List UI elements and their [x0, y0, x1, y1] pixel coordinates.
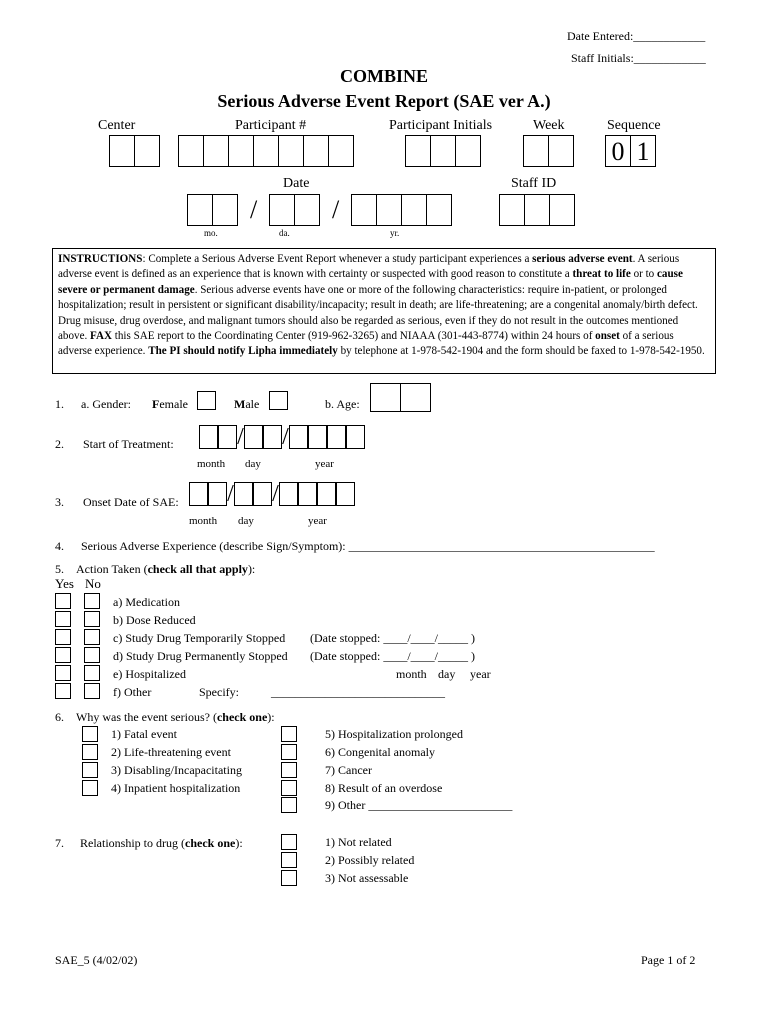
specify-field[interactable]: _____________________________ [271, 685, 445, 699]
date-slash: / [332, 195, 340, 224]
digit-box[interactable] [336, 482, 355, 506]
q6-label [76, 710, 275, 725]
serious-reason-label: 3) Disabling/Incapacitating [111, 763, 242, 777]
q2-year-caption: year [315, 458, 334, 470]
digit-box[interactable] [303, 135, 329, 167]
onset-date-boxes[interactable] [189, 482, 355, 506]
digit-box[interactable] [253, 135, 279, 167]
date-slash: / [282, 424, 289, 450]
yes-checkbox[interactable] [55, 647, 71, 663]
participant-number-boxes[interactable] [178, 135, 354, 167]
q6-number: 6. [55, 710, 64, 724]
digit-box[interactable] [351, 194, 377, 226]
q3-label: Onset Date of SAE: [83, 495, 179, 509]
form-subtitle: Serious Adverse Event Report (SAE ver A.) [217, 91, 551, 111]
da-caption: da. [279, 228, 290, 238]
serious-reason-checkbox[interactable] [281, 797, 297, 813]
relationship-label: 1) Not related [325, 835, 392, 849]
serious-reason-label: 7) Cancer [325, 763, 372, 777]
digit-box[interactable] [308, 425, 327, 449]
yes-checkbox[interactable] [55, 629, 71, 645]
participant-initials-label: Participant Initials [389, 118, 493, 133]
no-checkbox[interactable] [84, 593, 100, 609]
q5-label-emphasis: check all that apply [147, 562, 248, 576]
serious-reason-checkbox[interactable] [281, 726, 297, 742]
instructions-text: this SAE report to the Coordinating Center (919-962-3265) and NIAAA (301-443-8774) within 24 hours of [112, 330, 596, 343]
male-checkbox[interactable] [269, 391, 288, 410]
serious-reason-checkbox[interactable] [82, 762, 98, 778]
serious-reason-checkbox[interactable] [82, 780, 98, 796]
digit-box[interactable] [208, 482, 227, 506]
instructions-emphasis: cause severe or permanent damage [58, 268, 683, 296]
q5-year-caption: year [470, 667, 491, 681]
q5-label [76, 562, 255, 577]
action-item-label: c) Study Drug Temporarily Stopped [113, 631, 286, 645]
serious-reason-checkbox[interactable] [281, 744, 297, 760]
serious-reason-label: 6) Congenital anomaly [325, 745, 435, 759]
yes-checkbox[interactable] [55, 665, 71, 681]
digit-box[interactable] [189, 482, 208, 506]
digit-box[interactable] [109, 135, 135, 167]
action-item-label: f) Other [113, 685, 152, 699]
q7-label [80, 836, 243, 851]
q5-label-text: ): [247, 562, 256, 576]
serious-reason-checkbox[interactable] [82, 726, 98, 742]
page-number: Page 1 of 2 [641, 953, 696, 967]
digit-box[interactable] [234, 482, 253, 506]
form-title: COMBINE [339, 66, 428, 86]
q5-number: 5. [55, 562, 64, 576]
q7-label-text: Relationship to drug ( [80, 836, 185, 850]
center-label: Center [98, 118, 136, 133]
letter-box[interactable] [430, 135, 456, 167]
digit-box[interactable] [228, 135, 254, 167]
no-checkbox[interactable] [84, 647, 100, 663]
perm-stopped-date[interactable]: (Date stopped: ____/____/_____ ) [310, 649, 475, 663]
letter-box[interactable] [455, 135, 481, 167]
instructions-heading: INSTRUCTIONS [58, 253, 143, 265]
sequence-digit: 0 [605, 135, 631, 167]
date-label: Date [283, 176, 310, 191]
digit-box[interactable] [178, 135, 204, 167]
digit-box[interactable] [426, 194, 452, 226]
date-entered-field[interactable]: Date Entered:____________ [567, 29, 706, 43]
yes-checkbox[interactable] [55, 611, 71, 627]
center-boxes[interactable] [109, 135, 160, 167]
date-slash: / [250, 195, 258, 224]
instructions-emphasis: The PI should notify Lipha immediately [148, 345, 338, 358]
serious-reason-label: 9) Other ________________________ [325, 798, 513, 812]
relationship-checkbox[interactable] [281, 852, 297, 868]
digit-box[interactable] [523, 135, 549, 167]
age-label: b. Age: [325, 397, 360, 411]
digit-box[interactable] [279, 482, 298, 506]
relationship-label: 3) Not assessable [325, 871, 409, 885]
digit-box[interactable] [376, 194, 402, 226]
serious-reason-label: 1) Fatal event [111, 727, 177, 741]
yr-caption: yr. [390, 228, 400, 238]
week-boxes[interactable] [523, 135, 574, 167]
digit-box[interactable] [328, 135, 354, 167]
instructions-text: . A serious adverse event is defined as an experience that is known with certainty or suspected with good reason to constitute a [58, 253, 680, 281]
instructions-text: . Serious adverse events have one or more of the following characteristics: require in-patient, or prolonged hospitalization; result in persistent or significant disability/incapacity; result in death; are life-threatening; are a congenital anomaly/birth defect. Drug misuse, drug overdose, and malignant tumors should also be regarded as serious, even if they do not result in the outcomes mentioned above. [58, 283, 698, 343]
participant-initials-boxes[interactable] [405, 135, 481, 167]
female-label [152, 397, 188, 412]
relationship-checkbox[interactable] [281, 834, 297, 850]
no-checkbox[interactable] [84, 683, 100, 699]
action-item-label: a) Medication [113, 595, 180, 609]
action-item-label: b) Dose Reduced [113, 613, 196, 627]
date-month-boxes[interactable] [187, 194, 238, 226]
no-checkbox[interactable] [84, 665, 100, 681]
serious-reason-checkbox[interactable] [281, 762, 297, 778]
instructions-emphasis: FAX [90, 330, 113, 343]
digit-box[interactable] [269, 194, 295, 226]
q5-day-caption: day [438, 667, 456, 681]
q3-year-caption: year [308, 515, 327, 527]
instructions-text: : Complete a Serious Adverse Event Report whenever a study participant experiences a [142, 253, 533, 265]
q3-month-caption: month [189, 515, 218, 527]
q6-label-emphasis: check one [216, 710, 268, 724]
serious-reason-checkbox[interactable] [82, 744, 98, 760]
q6-label-text: ): [267, 710, 275, 724]
serious-reason-label: 2) Life-threatening event [111, 745, 231, 759]
q4-field[interactable]: Serious Adverse Experience (describe Sign/Symptom): ___________________________________________________ [81, 539, 655, 553]
instructions-box [52, 248, 716, 374]
serious-reason-checkbox[interactable] [281, 780, 297, 796]
digit-box[interactable] [289, 425, 308, 449]
digit-box[interactable] [370, 383, 401, 412]
serious-reason-label: 4) Inpatient hospitalization [111, 781, 241, 795]
instructions-emphasis: onset [595, 330, 620, 343]
digit-box[interactable] [244, 425, 263, 449]
date-slash: / [227, 481, 234, 507]
digit-box[interactable] [298, 482, 317, 506]
digit-box[interactable] [499, 194, 525, 226]
q5-label-text: Action Taken ( [76, 562, 148, 576]
no-header: No [85, 576, 101, 591]
digit-box[interactable] [317, 482, 336, 506]
q2-label: Start of Treatment: [83, 437, 174, 451]
digit-box[interactable] [218, 425, 237, 449]
male-initial: M [234, 397, 246, 411]
q3-number: 3. [55, 495, 64, 509]
digit-box[interactable] [263, 425, 282, 449]
date-slash: / [237, 424, 244, 450]
q4-number: 4. [55, 539, 64, 553]
sequence-boxes [605, 135, 656, 167]
digit-box[interactable] [278, 135, 304, 167]
relationship-label: 2) Possibly related [325, 853, 415, 867]
action-item-label: d) Study Drug Permanently Stopped [113, 649, 288, 663]
specify-label: Specify: [199, 685, 239, 699]
male-rest: ale [245, 397, 260, 411]
mo-caption: mo. [204, 228, 218, 238]
digit-box[interactable] [134, 135, 160, 167]
digit-box[interactable] [253, 482, 272, 506]
digit-box[interactable] [400, 383, 431, 412]
digit-box[interactable] [212, 194, 238, 226]
q7-label-text: ): [235, 836, 243, 850]
q5-month-caption: month [396, 667, 427, 681]
instructions-emphasis: serious adverse event [532, 253, 633, 265]
digit-box[interactable] [401, 194, 427, 226]
digit-box[interactable] [327, 425, 346, 449]
week-label: Week [533, 118, 565, 133]
digit-box[interactable] [187, 194, 213, 226]
instructions-emphasis: threat to life [572, 268, 631, 281]
staff-id-boxes[interactable] [499, 194, 575, 226]
staff-id-label: Staff ID [511, 176, 557, 191]
no-checkbox[interactable] [84, 611, 100, 627]
digit-box[interactable] [294, 194, 320, 226]
temp-stopped-date[interactable]: (Date stopped: ____/____/_____ ) [310, 631, 475, 645]
participant-label: Participant # [235, 118, 307, 133]
q7-number: 7. [55, 836, 64, 850]
female-checkbox[interactable] [197, 391, 216, 410]
digit-box[interactable] [346, 425, 365, 449]
q1-gender-label: a. Gender: [81, 397, 131, 411]
date-slash: / [272, 481, 279, 507]
q6-label-text: Why was the event serious? ( [76, 710, 217, 724]
sequence-digit: 1 [630, 135, 656, 167]
yes-checkbox[interactable] [55, 593, 71, 609]
instructions-text: of a serious adverse experience. [58, 330, 674, 358]
digit-box[interactable] [524, 194, 550, 226]
q1-number: 1. [55, 397, 64, 411]
female-rest: emale [159, 397, 188, 411]
female-initial: F [152, 397, 160, 411]
date-day-boxes[interactable] [269, 194, 320, 226]
date-year-boxes[interactable] [351, 194, 452, 226]
yes-header: Yes [55, 576, 74, 591]
digit-box[interactable] [199, 425, 218, 449]
male-label [234, 397, 259, 412]
staff-initials-field[interactable]: Staff Initials:____________ [571, 51, 706, 65]
yes-checkbox[interactable] [55, 683, 71, 699]
q2-month-caption: month [197, 458, 226, 470]
no-checkbox[interactable] [84, 629, 100, 645]
q2-number: 2. [55, 437, 64, 451]
digit-box[interactable] [548, 135, 574, 167]
serious-reason-label: 8) Result of an overdose [325, 781, 443, 795]
start-treatment-date-boxes[interactable] [199, 425, 365, 449]
action-item-label: e) Hospitalized [113, 667, 186, 681]
form-version: SAE_5 (4/02/02) [55, 953, 138, 967]
q3-day-caption: day [238, 515, 254, 527]
digit-box[interactable] [549, 194, 575, 226]
q7-label-emphasis: check one [185, 836, 236, 850]
digit-box[interactable] [203, 135, 229, 167]
instructions-text: or to [630, 268, 657, 281]
sequence-label: Sequence [607, 118, 661, 133]
q2-day-caption: day [245, 458, 261, 470]
serious-reason-label: 5) Hospitalization prolonged [325, 727, 463, 741]
letter-box[interactable] [405, 135, 431, 167]
age-boxes[interactable] [370, 383, 431, 412]
relationship-checkbox[interactable] [281, 870, 297, 886]
instructions-text: by telephone at 1-978-542-1904 and the form should be faxed to 1-978-542-1950. [337, 345, 705, 358]
